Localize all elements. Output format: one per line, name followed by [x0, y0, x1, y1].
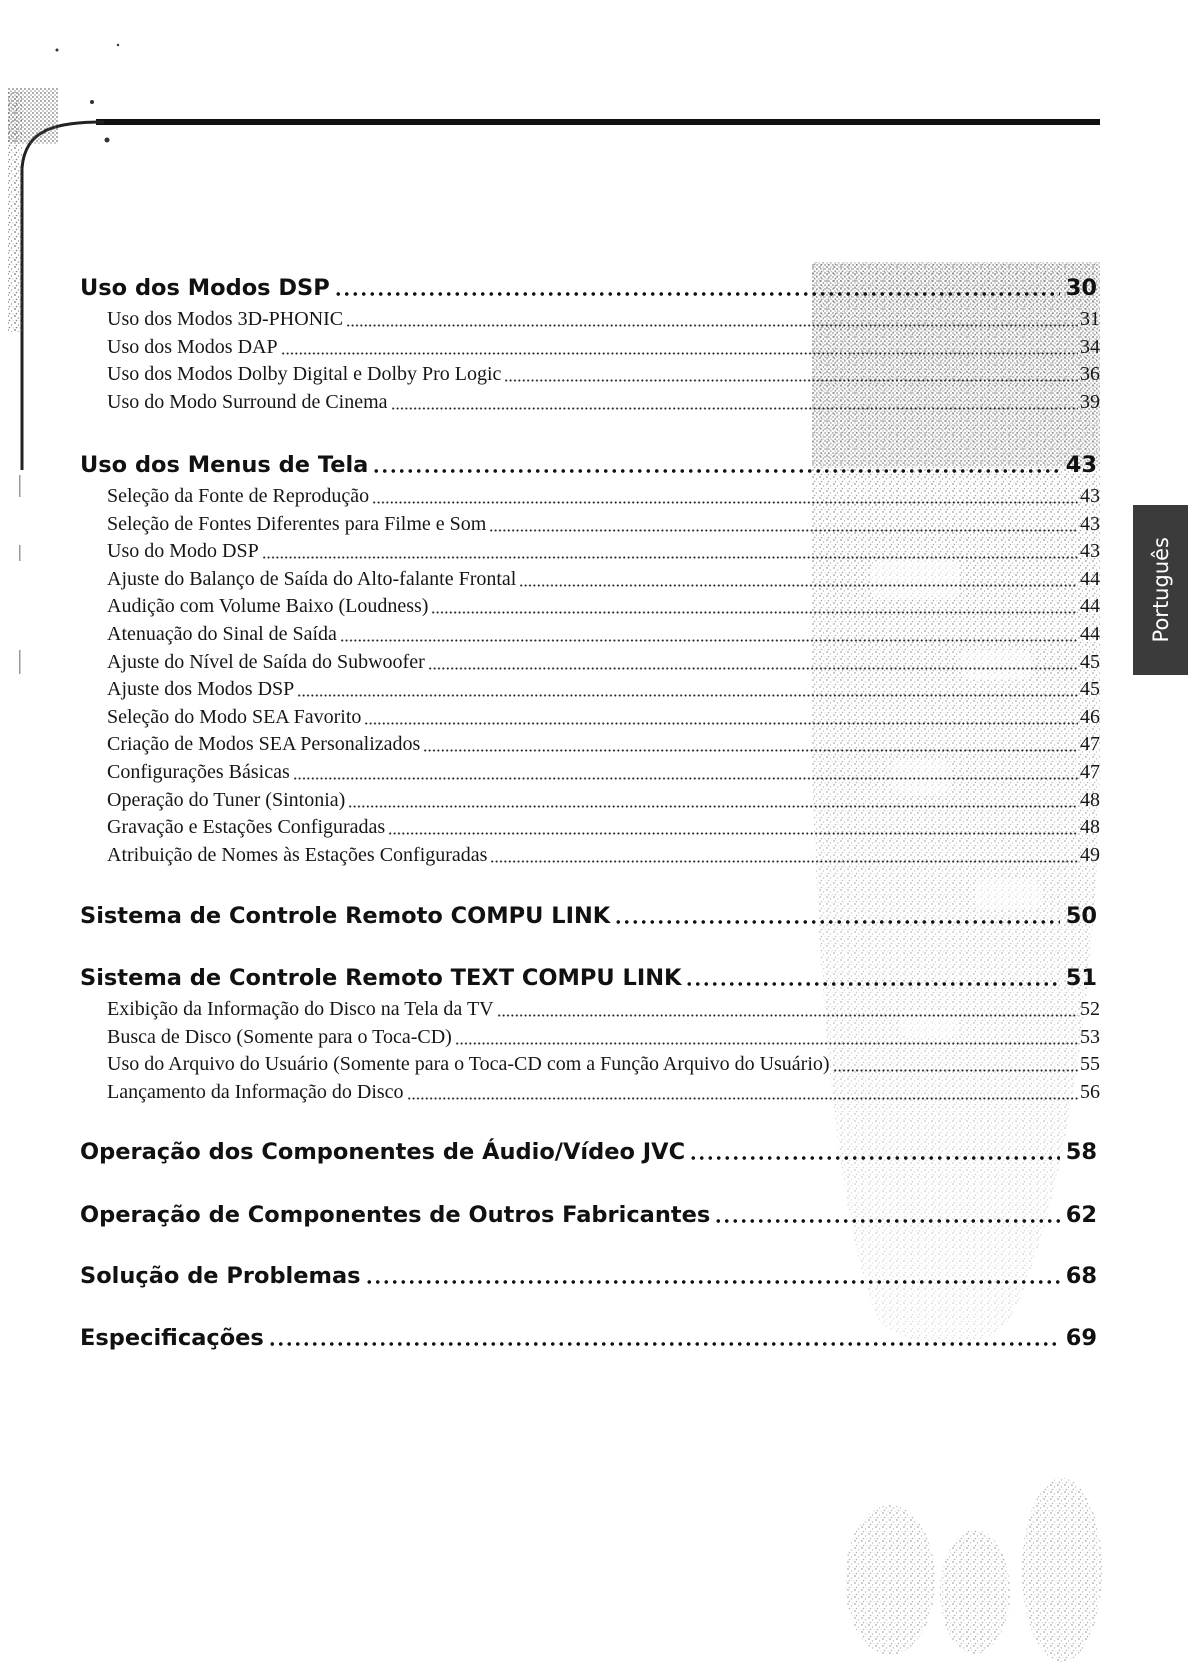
entry-page-number: 47: [1080, 760, 1100, 783]
entry-page-number: 31: [1080, 308, 1100, 330]
toc-entry: [107, 759, 1100, 787]
entry-title: Ajuste dos Modos DSP: [107, 678, 295, 701]
dot-leader: [714, 1200, 1059, 1230]
section-page-number: 43: [1065, 452, 1097, 478]
dot-leader: [428, 649, 1078, 677]
entry-page-number: 46: [1080, 705, 1100, 728]
entry-title: Atribuição de Nomes às Estações Configuradas: [107, 843, 488, 866]
section-title: Uso dos Modos DSP: [80, 275, 330, 301]
toc-heading: [80, 450, 1097, 480]
section-title: Operação de Componentes de Outros Fabricantes: [80, 1202, 711, 1228]
entry-page-number: 34: [1080, 335, 1100, 358]
dot-leader: [346, 306, 1078, 334]
section-title: Solução de Problemas: [80, 1263, 361, 1289]
section-page-number: 30: [1065, 275, 1097, 301]
dot-leader: [297, 676, 1078, 704]
toc-section: [80, 1200, 1097, 1230]
dot-leader: [293, 759, 1078, 787]
section-title: Uso dos Menus de Tela: [80, 452, 369, 478]
toc-section: [80, 963, 1100, 1106]
toc-entry: [107, 814, 1100, 842]
entry-page-number: 47: [1080, 733, 1100, 756]
toc-heading: [80, 273, 1097, 303]
dot-leader: [833, 1051, 1078, 1079]
toc-section: [80, 273, 1100, 416]
toc-entry: [107, 306, 1100, 334]
section-title: Sistema de Controle Remoto TEXT COMPU LINK: [80, 965, 682, 991]
section-page-number: 69: [1065, 1325, 1097, 1351]
section-page-number: 58: [1065, 1139, 1097, 1165]
toc-heading: [80, 1200, 1097, 1230]
dot-leader: [519, 566, 1078, 594]
dot-leader: [281, 334, 1078, 362]
toc-entry: [107, 511, 1100, 539]
toc-section: [80, 1323, 1097, 1353]
entry-title: Ajuste do Nível de Saída do Subwoofer: [107, 650, 425, 673]
toc-entry: [107, 787, 1100, 815]
section-title: Operação dos Componentes de Áudio/Vídeo JVC: [80, 1139, 686, 1165]
dot-leader: [388, 814, 1078, 842]
entry-title: Uso do Modo Surround de Cinema: [107, 390, 388, 413]
entry-title: Uso do Modo DSP: [107, 540, 259, 563]
entry-title: Operação do Tuner (Sintonia): [107, 788, 346, 811]
toc-heading: [80, 1323, 1097, 1353]
dot-leader: [689, 1137, 1060, 1167]
entry-title: Audição com Volume Baixo (Loudness): [107, 595, 429, 618]
toc-entry: [107, 361, 1100, 389]
entry-page-number: 43: [1080, 540, 1100, 563]
entry-page-number: 45: [1080, 678, 1100, 701]
toc-entry: [107, 731, 1100, 759]
entry-title: Seleção do Modo SEA Favorito: [107, 705, 362, 728]
toc-heading: [80, 1261, 1097, 1291]
entry-page-number: 36: [1080, 363, 1100, 386]
entry-page-number: 56: [1080, 1080, 1100, 1103]
toc-entry: [107, 334, 1100, 362]
section-page-number: 68: [1065, 1263, 1097, 1289]
toc-entry-list: [107, 483, 1100, 869]
dot-leader: [455, 1024, 1078, 1052]
entry-title: Seleção da Fonte de Reprodução: [107, 485, 370, 507]
toc-entry: [107, 842, 1100, 870]
toc-entry: [107, 649, 1100, 677]
dot-leader: [372, 483, 1078, 511]
dot-leader: [490, 842, 1078, 870]
toc-entry: [107, 996, 1100, 1024]
dot-leader: [614, 901, 1059, 931]
dot-leader: [489, 511, 1078, 539]
dot-leader: [685, 963, 1059, 993]
entry-title: Gravação e Estações Configuradas: [107, 816, 386, 839]
entry-title: Seleção de Fontes Diferentes para Filme e Som: [107, 512, 487, 535]
toc-entry-list: [107, 306, 1100, 416]
section-title: Especificações: [80, 1325, 264, 1351]
entry-title: Exibição da Informação do Disco na Tela da TV: [107, 998, 494, 1020]
dot-leader: [340, 621, 1078, 649]
toc-heading: [80, 963, 1097, 993]
section-page-number: 50: [1065, 903, 1097, 929]
entry-page-number: 39: [1080, 390, 1100, 413]
toc-heading: [80, 901, 1097, 931]
dot-leader: [431, 593, 1078, 621]
toc-section: [80, 450, 1100, 869]
toc-section: [80, 1137, 1097, 1167]
entry-page-number: 43: [1080, 512, 1100, 535]
toc-entry: [107, 389, 1100, 417]
dot-leader: [391, 389, 1078, 417]
entry-page-number: 45: [1080, 650, 1100, 673]
dot-leader: [423, 731, 1078, 759]
dot-leader: [497, 996, 1078, 1024]
dot-leader: [365, 1261, 1060, 1291]
entry-title: Uso dos Modos DAP: [107, 335, 278, 358]
entry-page-number: 44: [1080, 622, 1100, 645]
dot-leader: [407, 1079, 1078, 1107]
toc-entry: [107, 1024, 1100, 1052]
entry-title: Criação de Modos SEA Personalizados: [107, 733, 421, 756]
entry-page-number: 55: [1080, 1053, 1100, 1076]
toc-entry: [107, 1079, 1100, 1107]
toc-heading: [80, 1137, 1097, 1167]
toc-entry: [107, 676, 1100, 704]
toc-entry: [107, 1051, 1100, 1079]
entry-title: Atenuação do Sinal de Saída: [107, 622, 337, 645]
dot-leader: [268, 1323, 1060, 1353]
entry-title: Busca de Disco (Somente para o Toca-CD): [107, 1025, 452, 1048]
section-title: Sistema de Controle Remoto COMPU LINK: [80, 903, 611, 929]
entry-title: Lançamento da Informação do Disco: [107, 1080, 404, 1103]
entry-page-number: 44: [1080, 595, 1100, 618]
toc-section: [80, 1261, 1097, 1291]
dot-leader: [504, 361, 1078, 389]
dot-leader: [334, 273, 1060, 303]
entry-page-number: 44: [1080, 567, 1100, 590]
entry-page-number: 49: [1080, 843, 1100, 866]
entry-title: Uso do Arquivo do Usuário (Somente para o Toca-CD com a Função Arquivo do Usuário): [107, 1053, 830, 1076]
entry-page-number: 43: [1080, 485, 1100, 507]
toc-section: [80, 901, 1097, 931]
dot-leader: [348, 787, 1078, 815]
toc-entry: [107, 704, 1100, 732]
language-tab-label: Português: [1148, 537, 1173, 643]
toc-entry: [107, 566, 1100, 594]
toc-entry: [107, 538, 1100, 566]
entry-title: Uso dos Modos Dolby Digital e Dolby Pro Logic: [107, 363, 502, 386]
entry-title: Uso dos Modos 3D-PHONIC: [107, 308, 344, 330]
entry-page-number: 48: [1080, 816, 1100, 839]
dot-leader: [364, 704, 1078, 732]
section-page-number: 51: [1065, 965, 1097, 991]
entry-title: Ajuste do Balanço de Saída do Alto-falante Frontal: [107, 567, 517, 590]
toc-entry: [107, 483, 1100, 511]
dot-leader: [262, 538, 1078, 566]
toc-entry: [107, 593, 1100, 621]
dot-leader: [372, 450, 1059, 480]
toc-entry: [107, 621, 1100, 649]
entry-title: Configurações Básicas: [107, 760, 290, 783]
entry-page-number: 48: [1080, 788, 1100, 811]
language-side-tab: [1133, 505, 1188, 675]
entry-page-number: 52: [1080, 998, 1100, 1020]
section-page-number: 62: [1065, 1202, 1097, 1228]
entry-page-number: 53: [1080, 1025, 1100, 1048]
toc-entry-list: [107, 996, 1100, 1106]
